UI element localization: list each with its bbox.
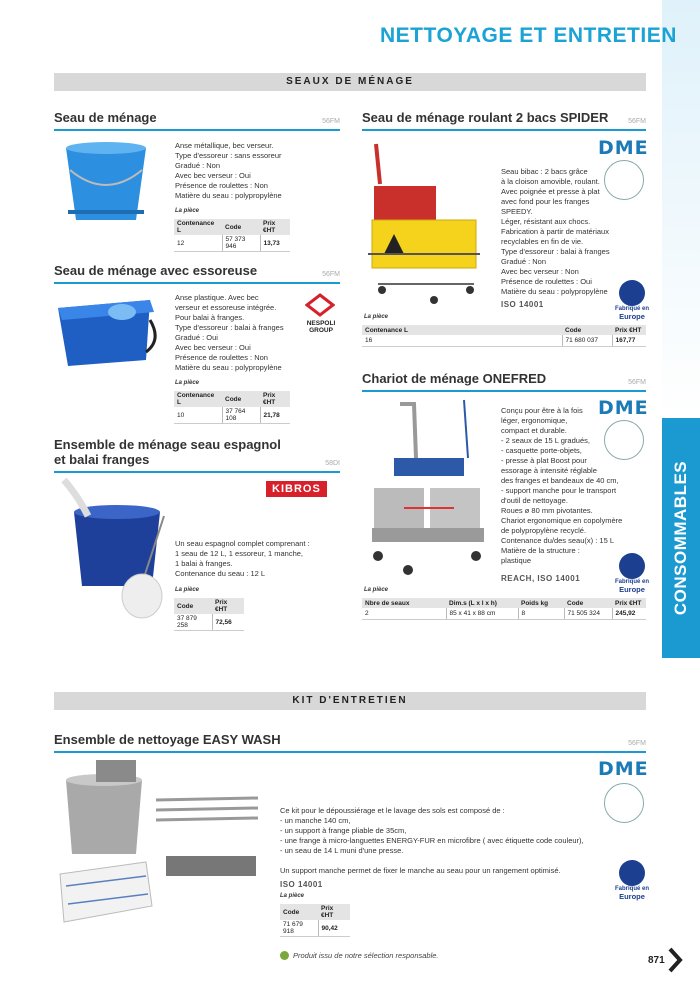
product-ensemble-espagnol [54, 437, 340, 473]
title-rule [54, 129, 340, 131]
unit-label: La pièce [175, 208, 200, 214]
fabrique-europe-badge [619, 553, 645, 579]
fabrique-europe-badge [619, 280, 645, 306]
unit-label: La pièce [175, 587, 200, 593]
product-title: Ensemble de ménage seau espagnol et balai franges [54, 437, 281, 467]
iso-label: ISO 14001 [501, 300, 544, 309]
product-spider [362, 110, 646, 131]
price-table: Code Prix €HT 37 879 258 72,56 [174, 598, 244, 631]
iso-label: REACH, ISO 14001 [501, 574, 581, 583]
table-row: 10 37 764 108 21,78 [174, 407, 290, 424]
next-page-chevron-icon[interactable] [667, 947, 683, 973]
easy-wash-kit-image [56, 756, 264, 934]
price-table: Contenance L Code Prix €HT 12 57 373 946 13,73 [174, 219, 290, 252]
product-seau-menage [54, 110, 340, 131]
product-description: Ce kit pour le dépoussiérage et le lavage des sols est composé de : - un manche 140 cm, - un support à frange pliable de 35cm, - une frange à micro-languettes ENERGY-FUR en microfibre ( avec étiquette code couleur), - un seau de 14 L muni d'une presse. [280, 806, 584, 855]
product-ref: 56FM [628, 379, 646, 386]
product-description: Anse métallique, bec verseur. Type d'essoreur : sans essoreur Gradué : Non Avec bec verseur : Oui Présence de roulettes : Non Matière du seau : polypropylène [175, 141, 282, 200]
product-title: Seau de ménage avec essoreuse [54, 263, 258, 278]
mop-bucket-image [54, 476, 172, 622]
footer-note: Produit issu de notre sélection responsable. [280, 951, 439, 960]
title-rule [54, 471, 340, 473]
product-title: Seau de ménage roulant 2 bacs SPIDER [362, 110, 609, 125]
price-table: Contenance L Code Prix €HT 16 71 680 037 167,77 [362, 325, 646, 347]
category-tab-label: CONSOMMABLES [671, 460, 690, 616]
table-row: 2 85 x 41 x 88 cm 8 71 505 324 245,92 [362, 608, 646, 619]
fabrique-europe-badge [619, 860, 645, 886]
product-description: Anse plastique. Avec bec verseur et essoreuse intégrée. Pour balai à franges. Type d'essoreur : balai à franges Gradué : Oui Avec bec verseur : Oui Présence de roulettes : Non Matière du seau : polypropylène [175, 293, 284, 372]
category-tab[interactable] [662, 418, 700, 658]
product-ref: 58DI [325, 460, 340, 467]
side-strip [662, 0, 700, 418]
dme-logo: DME [598, 397, 649, 419]
bucket-wringer-image [54, 290, 162, 372]
bucket-blue-image [60, 140, 152, 226]
section-header-seaux: SEAUX DE MÉNAGE [54, 73, 646, 91]
product-description: Un seau espagnol complet comprenant : 1 seau de 12 L, 1 essoreur, 1 manche, 1 balai à franges. Contenance du seau : 12 L [175, 539, 310, 578]
product-seau-essoreuse [54, 263, 340, 284]
price-table: Contenance L Code Prix €HT 10 37 764 108 21,78 [174, 391, 290, 424]
unit-label: La pièce [364, 587, 389, 593]
product-title: Seau de ménage [54, 110, 157, 125]
fabrique-europe-label: Fabriqué en Europe [614, 886, 649, 901]
product-description-extra: Un support manche permet de fixer le manche au seau pour un rangement optimisé. [280, 866, 561, 875]
product-ref: 56FM [628, 740, 646, 747]
price-table: Code Prix €HT 71 679 918 90,42 [280, 904, 350, 937]
unit-label: La pièce [280, 893, 305, 899]
title-rule [54, 282, 340, 284]
table-row: 71 679 918 90,42 [280, 920, 350, 937]
selection-responsable-badge [604, 783, 644, 823]
table-row: 16 71 680 037 167,77 [362, 335, 646, 346]
price-table: Nbre de seaux Dim.s (L x l x h) Poids kg Code Prix €HT 2 85 x 41 x 88 cm 8 71 505 324 245,92 [362, 598, 646, 620]
kibros-logo: KIBROS [266, 481, 327, 497]
product-onefred [362, 371, 646, 392]
fabrique-europe-label: Fabriqué en Europe [614, 306, 649, 321]
title-rule [54, 751, 646, 753]
product-description: Seau bibac : 2 bacs grâce à la cloison amovible, roulant. Avec poignée et presse à plat avec fond pour les franges SPEEDY. Léger, résistant aux chocs. Fabrication à partir de matériaux recyclables en fin de vie. Type d'essoreur : balai à franges Gradué : Non Avec bec verseur : Non Présence de roulettes : Oui Matière du seau : polypropylène [501, 167, 610, 296]
table-row: 37 879 258 72,56 [174, 614, 244, 631]
selection-responsable-badge [604, 160, 644, 200]
nespoli-logo-text: NESPOLI GROUP [306, 320, 336, 334]
product-ref: 56FM [322, 118, 340, 125]
product-title: Ensemble de nettoyage EASY WASH [54, 732, 281, 747]
product-title: Chariot de ménage ONEFRED [362, 371, 547, 386]
table-row: 12 57 373 946 13,73 [174, 235, 290, 252]
dme-logo: DME [598, 137, 649, 159]
section-header-kit: KIT D'ENTRETIEN [54, 692, 646, 710]
leaf-icon [280, 951, 289, 960]
product-ref: 56FM [322, 271, 340, 278]
nespoli-logo [305, 293, 335, 317]
page-number: 871 [648, 955, 665, 966]
iso-label: ISO 14001 [280, 880, 323, 889]
page-title: NETTOYAGE ET ENTRETIEN [380, 24, 677, 47]
product-description: Conçu pour être à la fois léger, ergonomique, compact et durable. - 2 seaux de 15 L gradués, - casquette porte-objets, - presse à plat Boost pour essorage à intensité réglable des franges et bandeaux de 40 cm, - support manche pour le transport d'outil de nettoyage. Roues ø 80 mm pivotantes. Chariot ergonomique en copolymère de polypropylène recyclé. Contenance du/des seau(x) : 15 L Matière de la structure : plastique [501, 406, 623, 565]
product-easy-wash [54, 732, 646, 753]
unit-label: La pièce [364, 314, 389, 320]
product-ref: 56FM [628, 118, 646, 125]
unit-label: La pièce [175, 380, 200, 386]
fabrique-europe-label: Fabriqué en Europe [614, 579, 649, 594]
onefred-trolley-image [364, 398, 490, 578]
title-rule [362, 390, 646, 392]
spider-trolley-image [364, 134, 484, 304]
title-rule [362, 129, 646, 131]
dme-logo: DME [598, 758, 649, 780]
